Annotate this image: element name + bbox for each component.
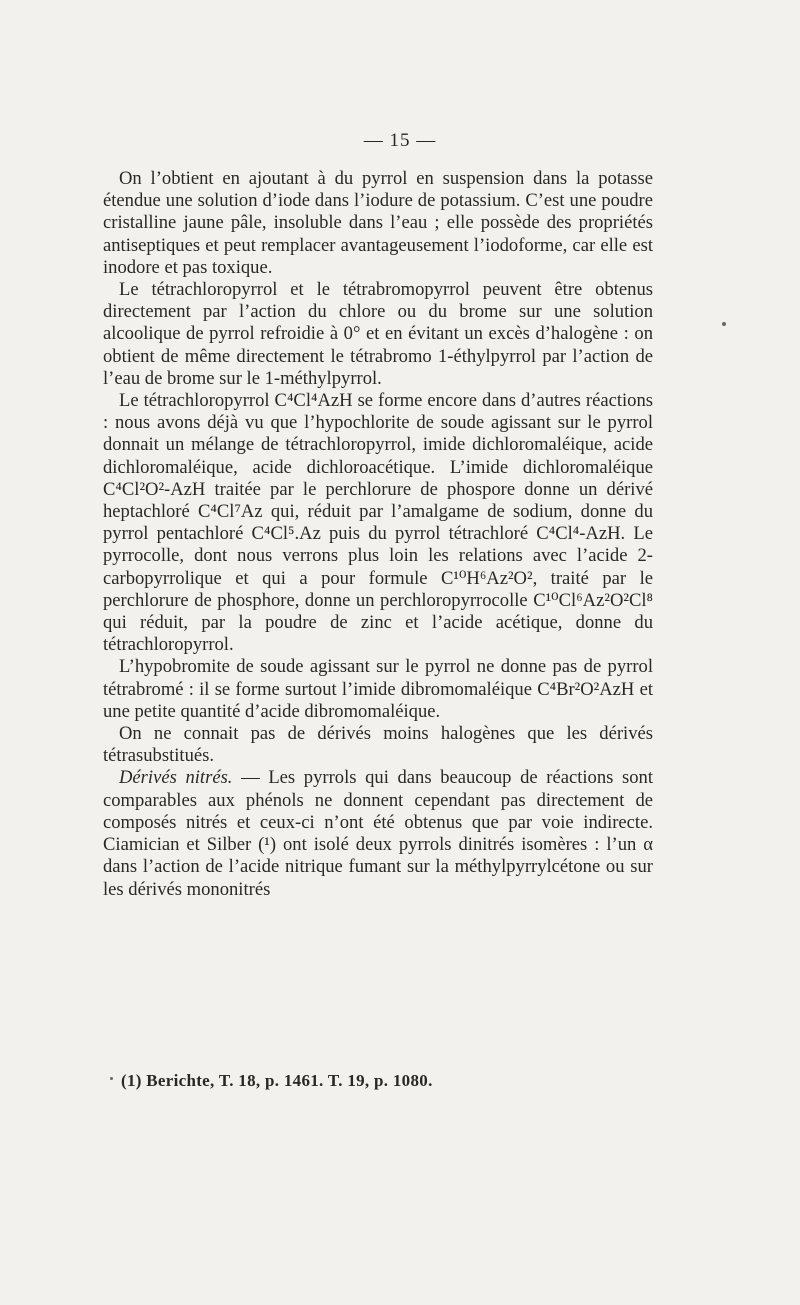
paragraph-iodopyrrol: On l’obtient en ajoutant à du pyrrol en suspension dans la potasse étendue une solution d’iode dans l’iodure de potassium. C’est une poudre cristalline jaune pâle, insoluble dans l’eau ; elle possède des propriétés antiseptiques et peut remplacer avantageusement l’iodoforme, car elle est inodore et pas toxique. (103, 168, 653, 278)
section-heading-nitro: Dérivés nitrés. (119, 767, 233, 789)
paragraph-nitro-derivatives (103, 767, 653, 900)
paragraph-tetrahalogen: Le tétrachloropyrrol et le tétrabromopyrrol peuvent être obtenus directement par l’action du chlore ou du brome sur une solution alcoolique de pyrrol refroidie à 0° et en évitant un excès d’halogène : on obtient de même directement le tétrabromo 1-éthylpyrrol par l’action de l’eau de brome sur le 1-méthylpyrrol. (103, 279, 653, 389)
page-number: — 15 — (363, 130, 437, 151)
paragraph-less-halogenated: On ne connait pas de dérivés moins halogènes que les dérivés tétrasubstitués. (103, 723, 653, 767)
stray-ink-mark (722, 322, 726, 326)
nitro-section-body: — Les pyrrols qui dans beaucoup de réactions sont comparables aux phénols ne donnent cependant pas directement de composés nitrés et ceux-ci n’ont été obtenus que par voie indirecte. Ciamician et Silber (¹) ont isolé deux pyrrols dinitrés isomères : l’un α dans l’action de l’acide nitrique fumant sur la méthylpyrrylcétone ou sur les dérivés mononitrés (103, 767, 653, 900)
paragraph-hypobromite: L’hypobromite de soude agissant sur le pyrrol ne donne pas de pyrrol tétrabromé : il se forme surtout l’imide dibromomaléique C⁴Br²O²AzH et une petite quantité d’acide dibromomaléique. (103, 656, 653, 722)
stray-ink-mark (110, 1077, 113, 1080)
paragraph-tetrachloropyrrol: Le tétrachloropyrrol C⁴Cl⁴AzH se forme encore dans d’autres réactions : nous avons déjà vu que l’hypochlorite de soude agissant sur le pyrrol donnait un mélange de tétrachloropyrrol, imide dichloromaléique, acide dichloromaléique, acide dichloroacétique. L’imide dichloromaléique C⁴Cl²O²-AzH traitée par le perchlorure de phospore donne un dérivé heptachloré C⁴Cl⁷Az qui, réduit par l’amalgame de sodium, donne du pyrrol pentachloré C⁴Cl⁵.Az puis du pyrrol tétrachloré C⁴Cl⁴-AzH. Le pyrrocolle, dont nous verrons plus loin les relations avec l’acide 2-carbopyrrolique et qui a pour formule C¹⁰H⁶Az²O², traité par le perchlorure de phosphore, donne un perchloropyrrocolle C¹⁰Cl⁶Az²O²Cl⁸ qui réduit, par la poudre de zinc et l’acide acétique, donne du tétrachloropyrrol. (103, 390, 653, 656)
body-text (103, 168, 653, 901)
footnote: (1) Berichte, T. 18, p. 1461. T. 19, p. 1080. (121, 1071, 433, 1090)
